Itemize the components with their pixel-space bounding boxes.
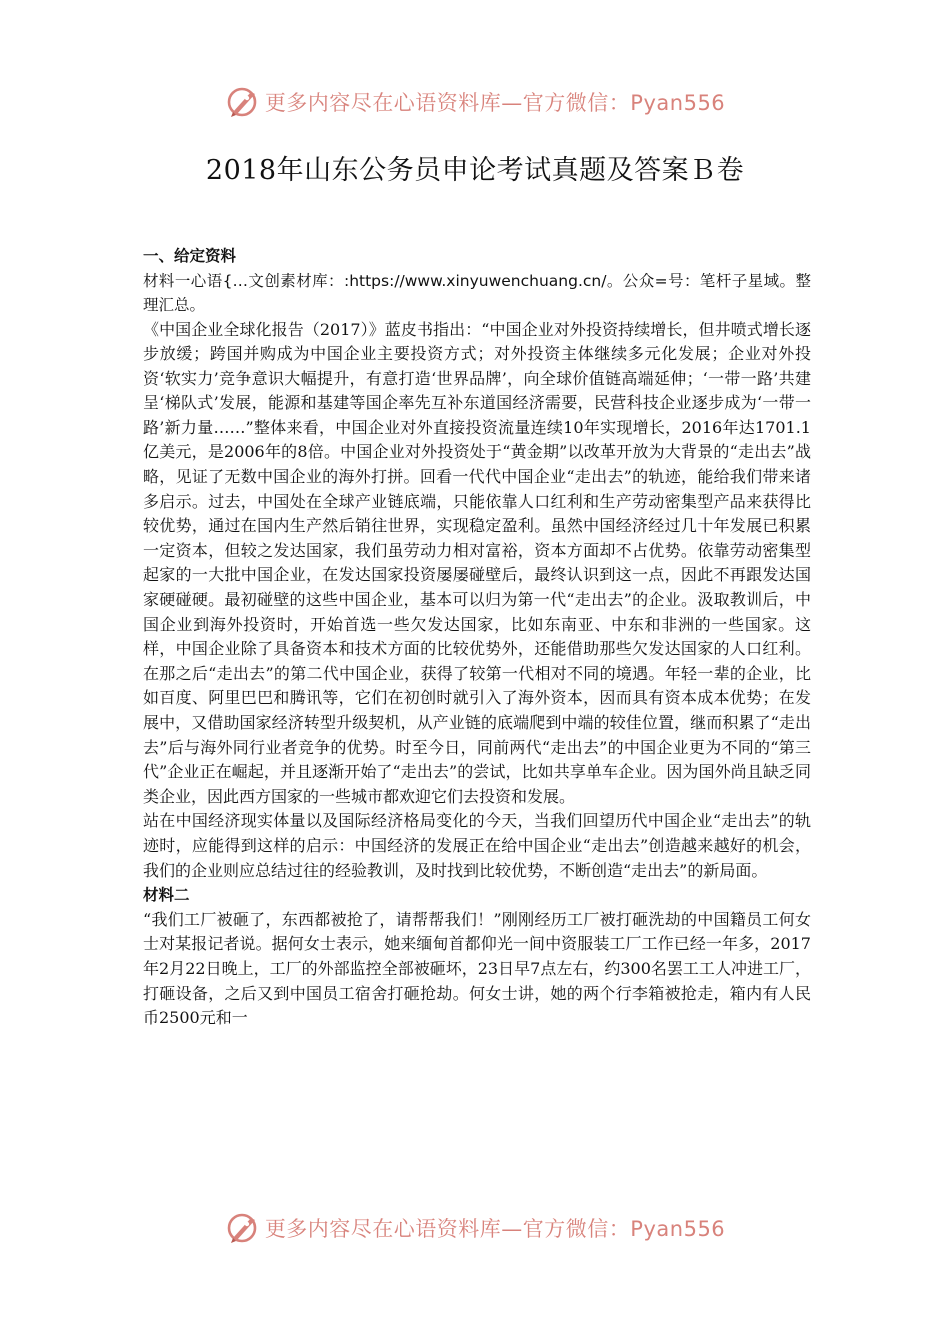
source-line: 材料一心语{…文创素材库：:https://www.xinyuwenchuang.cn/。公众=号：笔杆子星域。整理汇总。 [143, 271, 811, 314]
footer-banner [0, 1206, 950, 1250]
document-title: 2018年山东公务员申论考试真题及答案Ｂ卷 [205, 155, 745, 186]
pen-logo-icon [225, 1210, 261, 1246]
material-1-paragraph-1: 《中国企业全球化报告（2017）》蓝皮书指出：“中国企业对外投资持续增长，但井喷式增长逐步放缓；跨国并购成为中国企业主要投资方式；对外投资主体继续多元化发展；企业对外投资‘软实力’竞争意识大幅提升，有意打造‘世界品牌’，向全球价值链高端延伸；‘一带一路’共建呈‘梯队式’发展，能源和基建等国企率先互补东道国经济需要，民营科技企业逐步成为‘一带一路’新力量……”整体来看，中国企业对外直接投资流量连续10年实现增长，2016年达1701.1亿美元，是2006年的8倍。中国企业对外投资处于“黄金期”以改革开放为大背景的“走出去”战略，见证了无数中国企业的海外打拼。回看一代代中国企业“走出去”的轨迹，能给我们带来诸多启示。过去，中国处在全球产业链底端，只能依靠人口红利和生产劳动密集型产品来获得比较优势，通过在国内生产然后销往世界，实现稳定盈利。虽然中国经济经过几十年发展已积累一定资本，但较之发达国家，我们虽劳动力相对富裕，资本方面却不占优势。依靠劳动密集型起家的一大批中国企业，在发达国家投资屡屡碰壁后，最终认识到这一点，因此不再跟发达国家硬碰硬。最初碰壁的这些中国企业，基本可以归为第一代“走出去”的企业。汲取教训后，中国企业到海外投资时，开始首选一些欠发达国家，比如东南亚、中东和非洲的一些国家。这样，中国企业除了具备资本和技术方面的比较优势外，还能借助那些欠发达国家的人口红利。在那之后“走出去”的第二代中国企业，获得了较第一代相对不同的境遇。年轻一辈的企业，比如百度、阿里巴巴和腾讯等，它们在初创时就引入了海外资本，因而具有资本成本优势；在发展中，又借助国家经济转型升级契机，从产业链的底端爬到中端的较佳位置，继而积累了“走出去”后与海外同行业者竞争的优势。时至今日，同前两代“走出去”的中国企业更为不同的“第三代”企业正在崛起，并且逐渐开始了“走出去”的尝试，比如共享单车企业。因为国外尚且缺乏同类企业，因此西方国家的一些城市都欢迎它们去投资和发展。 [143, 319, 811, 806]
banner-text: 更多内容尽在心语资料库—官方微信：Pyan556 [264, 91, 726, 115]
header-banner [0, 80, 950, 124]
material-1-paragraph-2: 站在中国经济现实体量以及国际经济格局变化的今天，当我们回望历代中国企业“走出去”的轨迹时，应能得到这样的启示：中国经济的发展正在给中国企业“走出去”创造越来越好的机会，我们的企业则应总结过往的经验教训，及时找到比较优势，不断创造“走出去”的新局面。 [143, 811, 811, 880]
material-2-paragraph-1: “我们工厂被砸了，东西都被抢了，请帮帮我们！”刚刚经历工厂被打砸洗劫的中国籍员工何女士对某报记者说。据何女士表示，她来缅甸首都仰光一间中资服装工厂工作已经一年多，2017年2月22日晚上，工厂的外部监控全部被砸坏，23日早7点左右，约300名罢工工人冲进工厂，打砸设备，之后又到中国员工宿舍打砸抢劫。何女士讲，她的两个行李箱被抢走，箱内有人民币2500元和一 [143, 909, 811, 1028]
document-body [143, 244, 811, 1031]
section-heading: 一、给定资料 [143, 247, 237, 265]
banner-text: 更多内容尽在心语资料库—官方微信：Pyan556 [264, 1217, 726, 1241]
pen-logo-icon [225, 84, 261, 120]
material-2-heading: 材料二 [143, 886, 190, 905]
